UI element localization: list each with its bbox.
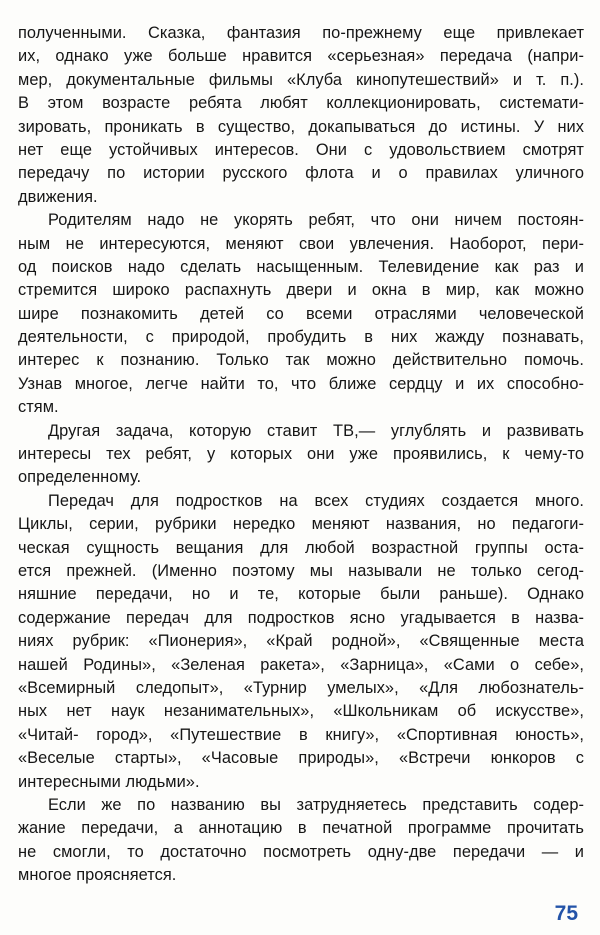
text-line: стремится широко распахнуть двери и окна в мир, как можно — [18, 281, 584, 300]
text-line: «Читай- город», «Путешествие в книгу», «Спортивная юность», — [18, 725, 584, 744]
text-line: интересы тех ребят, у которых они уже проявились, к чему-то — [18, 445, 584, 464]
text-line: Узнав многое, легче найти то, что ближе сердцу и их способно- — [18, 374, 584, 393]
text-line: «Веселые старты», «Часовые природы», «Встречи юнкоров с — [18, 749, 584, 768]
text-line: шире познакомить детей со всеми отраслями человеческой — [18, 304, 584, 323]
text-line: их, однако уже больше нравится «серьезная» передача (напри- — [18, 47, 584, 66]
text-line: мер, документальные фильмы «Клуба кинопутешествий» и т. п.). — [18, 70, 584, 89]
text-line: ниях рубрик: «Пионерия», «Край родной», «Священные места — [18, 632, 584, 651]
text-line: содержание передач для подростков ясно угадывается в назва- — [18, 608, 584, 627]
text-line: зировать, проникать в существо, докапываться до истины. У них — [18, 117, 584, 136]
text-line: жание передачи, а аннотацию в печатной программе прочитать — [18, 819, 584, 838]
text-line: не смогли, то достаточно посмотреть одну-две передачи — и — [18, 842, 584, 861]
text-line: нашей Родины», «Зеленая ракета», «Зарница», «Сами о себе», — [18, 655, 584, 674]
text-line: Циклы, серии, рубрики нередко меняют названия, но педагоги- — [18, 515, 584, 534]
text-line: полученными. Сказка, фантазия по-прежнему еще привлекает — [18, 24, 584, 42]
text-line: Родителям надо не укорять ребят, что они ничем постоян- — [48, 211, 584, 230]
text-line: ным не интересуются, меняют свои увлечения. Наоборот, пери- — [18, 234, 584, 253]
text-line: ческая сущность вещания для любой возрастной группы оста- — [18, 538, 584, 557]
text-line: деятельности, с природой, пробудить в них жажду познавать, — [18, 328, 584, 347]
text-line: В этом возрасте ребята любят коллекционировать, системати- — [18, 94, 584, 113]
text-line: Другая задача, которую ставит ТВ,— углублять и развивать — [48, 421, 584, 440]
text-line: Передач для подростков на всех студиях создается много. — [48, 491, 584, 510]
text-line: няшние передачи, но и те, которые были раньше). Однако — [18, 585, 584, 604]
text-line: движения. — [18, 187, 98, 206]
text-line: интерес к познанию. Только так можно действительно помочь. — [18, 351, 584, 370]
text-line: интересными людьми». — [18, 772, 200, 791]
text-line: нет еще устойчивых интересов. Они с удовольствием смотрят — [18, 140, 584, 159]
book-page-text — [18, 22, 584, 887]
text-line: стям. — [18, 398, 59, 417]
text-line: ных нет наук незанимательных», «Школьникам об искусстве», — [18, 702, 584, 721]
text-line: определенному. — [18, 468, 142, 487]
text-line: «Всемирный следопыт», «Турнир умелых», «Для любознатель- — [18, 678, 584, 697]
text-line: Если же по названию вы затрудняетесь представить содер- — [48, 795, 584, 814]
text-line: многое проясняется. — [18, 866, 177, 885]
text-line: ется прежней. (Именно поэтому мы называли не только сегод- — [18, 561, 584, 580]
text-line: передачу по истории русского флота и о правилах уличного — [18, 164, 584, 183]
page-number: 75 — [554, 902, 578, 925]
text-line: од поисков надо сделать насыщенным. Телевидение как раз и — [18, 257, 584, 276]
